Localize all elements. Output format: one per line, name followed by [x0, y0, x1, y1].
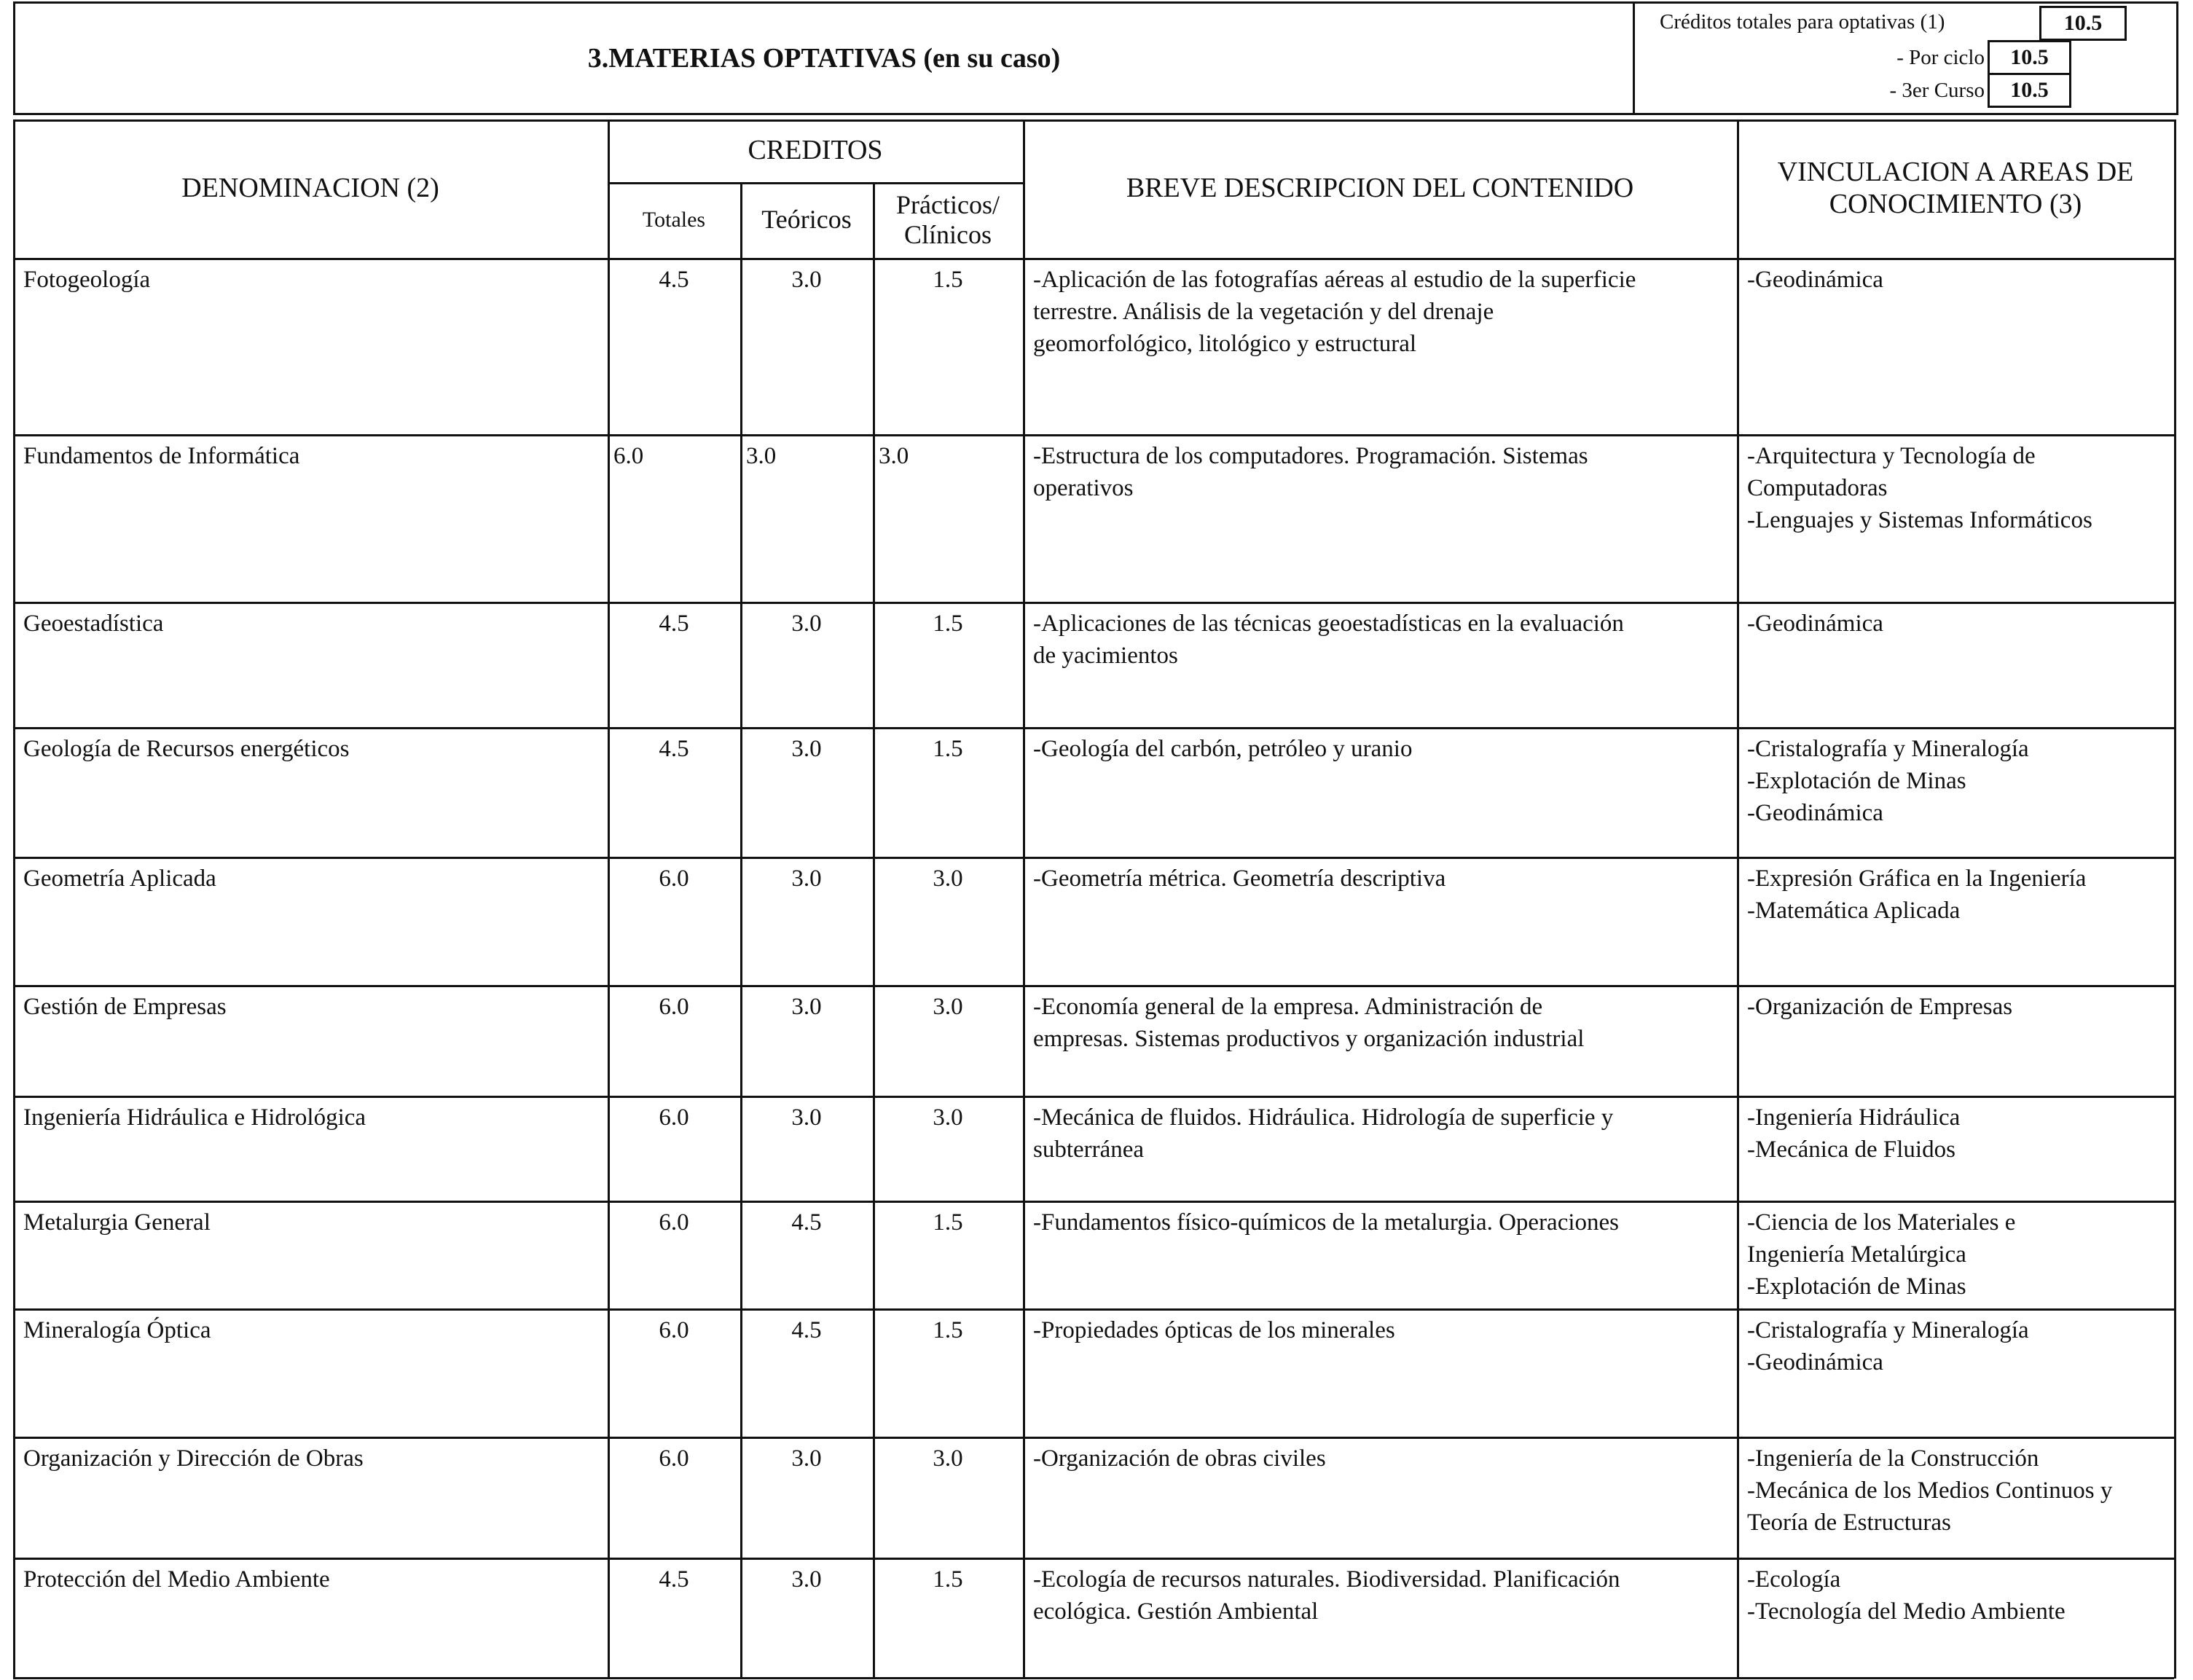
knowledge-areas: -Organización de Empresas: [1747, 994, 2013, 1020]
per-cycle-value: 10.5: [1988, 40, 2071, 75]
credits-total-label: Créditos totales para optativas (1): [1660, 10, 1945, 34]
optional-subjects-table: [13, 119, 2192, 1679]
row-divider: [13, 1437, 2174, 1439]
credits-teoricos: 3.0: [791, 267, 822, 293]
column-divider: [1023, 119, 1025, 1679]
credits-practicos: 1.5: [933, 611, 963, 637]
credits-total-row: [1635, 6, 2183, 41]
credits-teoricos: 3.0: [791, 865, 822, 892]
credits-practicos: 1.5: [933, 1209, 963, 1236]
subject-description: -Organización de obras civiles: [1033, 1445, 1326, 1472]
credits-totales: 6.0: [659, 1209, 689, 1236]
credits-practicos: 3.0: [933, 1104, 963, 1131]
row-divider: [13, 1308, 2174, 1311]
knowledge-areas: -Geodinámica: [1747, 267, 1883, 293]
table-top-border: [13, 119, 2174, 122]
creditos-divider: [608, 182, 1023, 184]
subject-name: Fotogeología: [23, 267, 151, 293]
row-divider: [13, 1201, 2174, 1203]
subject-description: -Propiedades ópticas de los minerales: [1033, 1317, 1395, 1343]
row-divider: [13, 1096, 2174, 1098]
subject-description: -Geología del carbón, petróleo y uranio: [1033, 736, 1413, 762]
col-header-vinculacion: VINCULACION A AREAS DE CONOCIMIENTO (3): [1777, 157, 2134, 219]
credits-practicos: 3.0: [933, 994, 963, 1020]
third-year-label: - 3er Curso: [1889, 79, 1985, 102]
row-divider: [13, 727, 2174, 729]
subject-description: -Estructura de los computadores. Programación. Sistemas operativos: [1033, 443, 1588, 501]
col-header-totales: Totales: [642, 207, 706, 232]
credits-practicos: 3.0: [933, 865, 963, 892]
row-divider: [13, 985, 2174, 987]
header-bottom-border: [13, 258, 2174, 260]
credits-totales: 4.5: [659, 736, 689, 762]
row-divider: [13, 434, 2174, 436]
subject-name: Organización y Dirección de Obras: [23, 1445, 364, 1472]
col-header-descripcion: BREVE DESCRIPCION DEL CONTENIDO: [1126, 173, 1634, 204]
credits-totales: 6.0: [659, 1317, 689, 1343]
subject-name: Geoestadística: [23, 611, 164, 637]
knowledge-areas: -Arquitectura y Tecnología de Computadoras -Lenguajes y Sistemas Informáticos: [1747, 443, 2092, 533]
credits-teoricos: 3.0: [791, 611, 822, 637]
subject-name: Protección del Medio Ambiente: [23, 1566, 330, 1593]
knowledge-areas: -Ingeniería Hidráulica -Mecánica de Fluidos: [1747, 1104, 1961, 1163]
third-year-value: 10.5: [1988, 73, 2071, 108]
subject-description: -Ecología de recursos naturales. Biodiversidad. Planificación ecológica. Gestión Ambiental: [1033, 1566, 1620, 1625]
credits-practicos: 1.5: [933, 1317, 963, 1343]
row-divider: [13, 857, 2174, 859]
subject-name: Ingeniería Hidráulica e Hidrológica: [23, 1104, 366, 1131]
credits-totales: 6.0: [659, 1445, 689, 1472]
credits-teoricos: 3.0: [791, 1104, 822, 1131]
column-divider: [1737, 119, 1739, 1679]
knowledge-areas: -Ecología -Tecnología del Medio Ambiente: [1747, 1566, 2066, 1625]
subject-name: Geometría Aplicada: [23, 865, 216, 892]
credits-teoricos: 4.5: [791, 1317, 822, 1343]
credits-practicos: 3.0: [879, 443, 909, 469]
subject-description: -Mecánica de fluidos. Hidráulica. Hidrología de superficie y subterránea: [1033, 1104, 1614, 1163]
subject-name: Fundamentos de Informática: [23, 443, 300, 469]
credits-totales: 4.5: [659, 1566, 689, 1593]
table-right-border: [2174, 119, 2176, 1679]
col-header-practicos: Prácticos/ Clínicos: [896, 189, 1000, 249]
subject-name: Gestión de Empresas: [23, 994, 227, 1020]
credits-totales: 6.0: [659, 994, 689, 1020]
credits-practicos: 3.0: [933, 1445, 963, 1472]
section-title: 3.MATERIAS OPTATIVAS (en su caso): [587, 43, 1061, 74]
credits-practicos: 1.5: [933, 1566, 963, 1593]
credits-totales: 6.0: [659, 1104, 689, 1131]
knowledge-areas: -Cristalografía y Mineralogía -Explotación de Minas -Geodinámica: [1747, 736, 2029, 826]
credits-totales: 6.0: [613, 443, 644, 469]
third-year-row: [1635, 73, 2183, 108]
table-left-border: [13, 119, 15, 1679]
subject-description: -Economía general de la empresa. Administración de empresas. Sistemas productivos y organización industrial: [1033, 994, 1585, 1052]
row-divider: [13, 602, 2174, 604]
knowledge-areas: -Ciencia de los Materiales e Ingeniería Metalúrgica -Explotación de Minas: [1747, 1209, 2016, 1300]
row-divider: [13, 1677, 2174, 1679]
credits-teoricos: 3.0: [791, 1445, 822, 1472]
subject-name: Mineralogía Óptica: [23, 1317, 211, 1343]
section-header: [13, 1, 2178, 115]
credits-teoricos: 3.0: [746, 443, 777, 469]
credits-teoricos: 4.5: [791, 1209, 822, 1236]
credits-practicos: 1.5: [933, 267, 963, 293]
knowledge-areas: -Ingeniería de la Construcción -Mecánica de los Medios Continuos y Teoría de Estructuras: [1747, 1445, 2113, 1536]
per-cycle-label: - Por ciclo: [1896, 46, 1985, 69]
credits-totales: 4.5: [659, 611, 689, 637]
col-header-creditos: CREDITOS: [748, 135, 883, 166]
subject-name: Geología de Recursos energéticos: [23, 736, 350, 762]
credits-totales: 6.0: [659, 865, 689, 892]
per-cycle-row: [1635, 40, 2183, 75]
credits-summary-box: [1633, 1, 2181, 115]
subject-description: -Aplicación de las fotografías aéreas al estudio de la superficie terrestre. Análisis de la vegetación y del drenaje geomorfológico, litológico y estructural: [1033, 267, 1636, 357]
subject-description: -Geometría métrica. Geometría descriptiva: [1033, 865, 1446, 892]
credits-totales: 4.5: [659, 267, 689, 293]
credits-teoricos: 3.0: [791, 1566, 822, 1593]
col-header-teoricos: Teóricos: [761, 205, 852, 235]
row-divider: [13, 1558, 2174, 1560]
subject-name: Metalurgia General: [23, 1209, 211, 1236]
credits-teoricos: 3.0: [791, 994, 822, 1020]
credits-teoricos: 3.0: [791, 736, 822, 762]
subject-description: -Fundamentos físico-químicos de la metalurgia. Operaciones: [1033, 1209, 1620, 1236]
knowledge-areas: -Geodinámica: [1747, 611, 1883, 637]
col-header-denominacion: DENOMINACION (2): [181, 173, 439, 204]
credits-practicos: 1.5: [933, 736, 963, 762]
knowledge-areas: -Cristalografía y Mineralogía -Geodinámica: [1747, 1317, 2029, 1375]
credits-total-value: 10.5: [2039, 6, 2127, 41]
subject-description: -Aplicaciones de las técnicas geoestadísticas en la evaluación de yacimientos: [1033, 611, 1624, 669]
knowledge-areas: -Expresión Gráfica en la Ingeniería -Matemática Aplicada: [1747, 865, 2087, 924]
